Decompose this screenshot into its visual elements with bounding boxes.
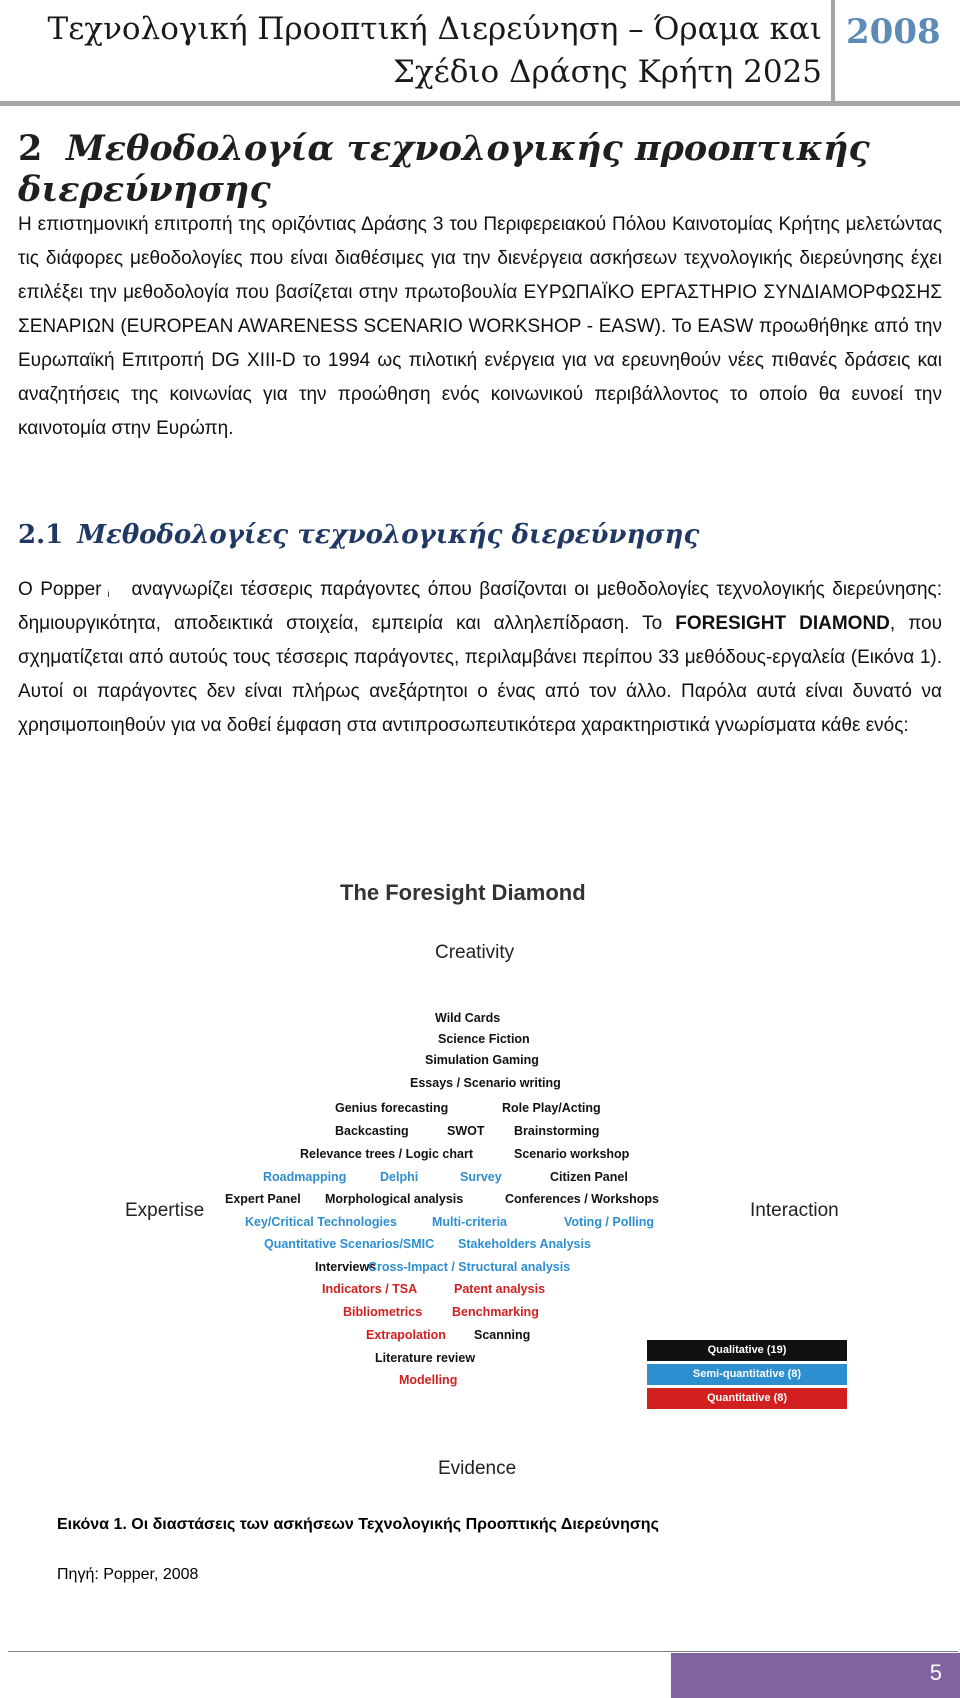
paragraph-2-part-3: , που σχηματίζεται από αυτούς τους τέσσερις παράγοντες, περιλαμβάνει περίπου 33 μεθόδους-εργαλεία (Εικόνα 1). Αυτοί οι παράγοντες δεν είναι πλήρως ανεξάρτητοι ο ένας από τον άλλο. Παρόλα αυτά είναι δυνατό να χρησιμοποιηθούν για να δοθεί έμφαση στα αντιπροσωπευτικότερα χαρακτηριστικά γνωρίσματα κάθε ενός: <box>18 613 943 736</box>
page-number: 5 <box>929 1660 942 1685</box>
method-label: Multi-criteria <box>432 1215 508 1229</box>
legend-semi-quantitative <box>647 1364 847 1385</box>
paragraph-1: Η επιστημονική επιτροπή της οριζόντιας Δράσης 3 του Περιφερειακού Πόλου Καινοτομίας Κρήτης μελετώντας τις διάφορες μεθοδολογίες που είναι διαθέσιμες για την διενέργεια ασκήσεων τεχνολογικής διερεύνησης έχει επιλέξει την μεθοδολογία που βασίζεται στην πρωτοβουλία ΕΥΡΩΠΑΪΚΟ ΕΡΓΑΣΤΗΡΙΟ ΣΥΝΔΙΑΜΟΡΦΩΣΗΣ ΣΕΝΑΡΙΩΝ (EUROPEAN AWARENESS SCENARIO WORKSHOP - EASW). Το EASW προωθήθηκε από την Ευρωπαϊκή Επιτροπή DG XIII-D το 1994 ως πιλοτική ενέργεια για να ερευνηθούν νέες πιθανές δράσεις και αναζητήσεις της κοινωνίας για την προώθηση ενός κοινωνικού περιβάλλοντος το οποίο θα ευνοεί την καινοτομία στην Ευρώπη. <box>18 214 942 439</box>
method-label: Bibliometrics <box>343 1305 423 1319</box>
subsection-title: Μεθοδολογίες τεχνολογικής διερεύνησης <box>77 520 700 550</box>
method-label: Delphi <box>380 1170 419 1184</box>
method-label: Key/Critical Technologies <box>245 1215 397 1229</box>
legend-qualitative <box>647 1340 847 1361</box>
paragraph-2 <box>18 573 942 743</box>
footer-page-box <box>671 1653 960 1698</box>
method-label: Essays / Scenario writing <box>410 1076 561 1090</box>
method-label: Benchmarking <box>452 1305 539 1319</box>
legend-label: Quantitative (8) <box>706 1392 788 1404</box>
header-title: Τεχνολογική Προοπτική Διερεύνηση – Όραμα και Σχέδιο Δράσης Κρήτη 2025 <box>47 11 822 90</box>
method-label: Role Play/Acting <box>502 1101 601 1115</box>
dimension-interaction: Interaction <box>750 1200 839 1221</box>
dimension-evidence: Evidence <box>438 1458 517 1479</box>
paragraph-2-part-2: αναγνωρίζει τέσσερις παράγοντες όπου βασίζονται οι μεθοδολογίες τεχνολογικής διερεύνησης: δημιουργικότητα, αποδεικτικά στοιχεία, εμπειρία και αλληλεπίδραση. Το <box>18 579 942 634</box>
method-label: Citizen Panel <box>550 1170 628 1184</box>
method-label: Cross-Impact / Structural analysis <box>368 1260 571 1274</box>
method-label: Literature review <box>375 1351 476 1365</box>
subsection-heading <box>18 520 699 550</box>
method-label: Science Fiction <box>438 1032 530 1046</box>
method-label: Relevance trees / Logic chart <box>300 1147 473 1161</box>
method-label: Stakeholders Analysis <box>458 1237 591 1251</box>
figure-caption: Εικόνα 1. Οι διαστάσεις των ασκήσεων Τεχνολογικής Προοπτικής Διερεύνησης <box>57 1516 659 1533</box>
method-label: Interviews <box>315 1260 377 1274</box>
header-rule <box>0 101 960 106</box>
method-label: Brainstorming <box>514 1124 600 1138</box>
subsection-number: 2.1 <box>18 520 64 550</box>
foresight-diamond-figure <box>110 870 860 1490</box>
method-label: Scanning <box>474 1328 531 1342</box>
method-label: Survey <box>460 1170 502 1184</box>
foresight-diamond-term: FORESIGHT DIAMOND <box>675 613 890 634</box>
method-label: Extrapolation <box>366 1328 446 1342</box>
method-label: Simulation Gaming <box>425 1053 539 1067</box>
method-label: Backcasting <box>335 1124 409 1138</box>
footer-rule <box>8 1651 958 1652</box>
figure-source: Πηγή: Popper, 2008 <box>57 1566 199 1583</box>
dimension-creativity: Creativity <box>435 942 515 963</box>
legend-label: Qualitative (19) <box>707 1344 787 1356</box>
section-title: Μεθοδολογία τεχνολογικής προοπτικής διερεύνησης <box>18 128 870 210</box>
dimension-expertise: Expertise <box>125 1200 205 1221</box>
method-label: Patent analysis <box>454 1282 546 1296</box>
footnote-marker[interactable]: i <box>107 589 110 599</box>
method-label: SWOT <box>447 1124 485 1138</box>
method-label: Indicators / TSA <box>322 1282 418 1296</box>
method-label: Scenario workshop <box>514 1147 630 1161</box>
method-label: Voting / Polling <box>564 1215 655 1229</box>
header-divider <box>831 0 835 106</box>
paragraph-2-part-1: Ο Popper <box>18 579 102 600</box>
method-label: Conferences / Workshops <box>505 1192 659 1206</box>
method-label: Quantitative Scenarios/SMIC <box>264 1237 435 1251</box>
method-label: Roadmapping <box>263 1170 347 1184</box>
section-number: 2 <box>18 128 43 169</box>
method-label: Expert Panel <box>225 1192 301 1206</box>
method-label: Wild Cards <box>435 1011 501 1025</box>
section-heading <box>18 128 960 210</box>
method-label: Morphological analysis <box>325 1192 464 1206</box>
page-header <box>0 0 960 108</box>
method-label: Modelling <box>399 1373 458 1387</box>
legend-quantitative <box>647 1388 847 1409</box>
header-year: 2008 <box>846 12 941 52</box>
legend-label: Semi-quantitative (8) <box>692 1368 802 1380</box>
figure-title: The Foresight Diamond <box>340 880 586 905</box>
method-label: Genius forecasting <box>335 1101 449 1115</box>
